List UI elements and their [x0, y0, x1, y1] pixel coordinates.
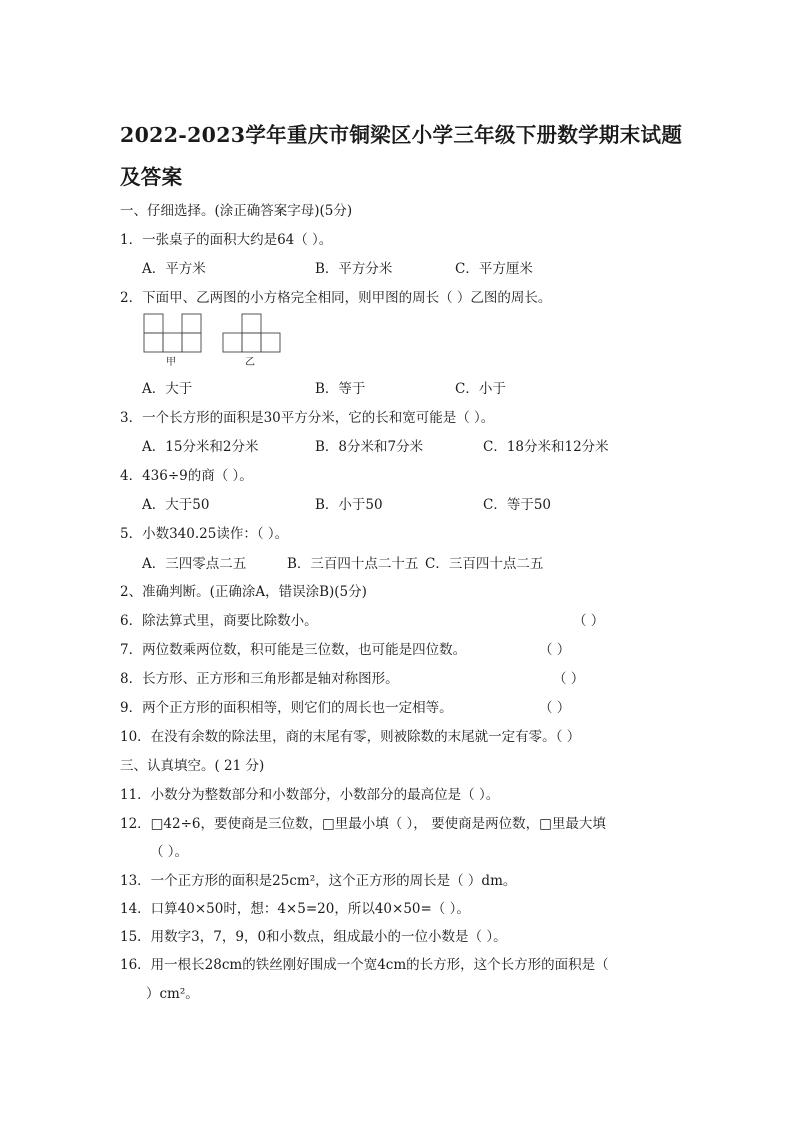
- question-10: 10．在没有余数的除法里，商的末尾有零，则被除数的末尾就一定有零。（ ）: [120, 729, 581, 745]
- figure-yi-label: 乙: [245, 357, 255, 368]
- section-heading-judge: 2、准确判断。(正确涂A，错误涂B)(5分): [120, 584, 367, 600]
- q5-option-b[interactable]: B．三百四十点二十五: [287, 556, 419, 572]
- q6-answer-blank[interactable]: （ ）: [573, 613, 605, 629]
- q2-option-b[interactable]: B．等于: [315, 381, 366, 397]
- figure-yi-grid: [223, 314, 280, 352]
- section-heading-fill: 三、认真填空。( 21 分): [120, 758, 265, 774]
- question-16: 16．用一根长28cm的铁丝刚好围成一个宽4cm的长方形，这个长方形的面积是（: [120, 957, 609, 973]
- q3-option-b[interactable]: B．8分米和7分米: [315, 439, 424, 455]
- q5-option-c[interactable]: C．三百四十点二五: [425, 556, 544, 572]
- q2-option-a[interactable]: A．大于: [142, 381, 193, 397]
- q1-option-b[interactable]: B．平方分米: [315, 261, 393, 277]
- q3-option-c[interactable]: C．18分米和12分米: [483, 439, 609, 455]
- question-9: 9．两个正方形的面积相等，则它们的周长也一定相等。: [120, 700, 453, 716]
- question-11: 11．小数分为整数部分和小数部分，小数部分的最高位是（ ）。: [120, 787, 500, 803]
- question-3: 3．一个长方形的面积是30平方分米，它的长和宽可能是（ ）。: [120, 410, 495, 426]
- figure-jia-label: 甲: [166, 357, 176, 368]
- question-13: 13．一个正方形的面积是25cm²，这个正方形的周长是（ ）dm。: [120, 873, 517, 889]
- question-1: 1．一张桌子的面积大约是64（ ）。: [120, 232, 333, 248]
- question-6: 6．除法算式里，商要比除数小。: [120, 613, 318, 629]
- q4-option-a[interactable]: A．大于50: [142, 497, 210, 513]
- q4-option-c[interactable]: C．等于50: [483, 497, 552, 513]
- q4-option-b[interactable]: B．小于50: [315, 497, 383, 513]
- q3-option-a[interactable]: A．15分米和2分米: [142, 439, 259, 455]
- perimeter-figure: [140, 311, 285, 367]
- section-heading-choice: 一、仔细选择。(涂正确答案字母)(5分): [120, 203, 353, 219]
- question-2: 2．下面甲、乙两图的小方格完全相同，则甲图的周长（ ）乙图的周长。: [120, 290, 552, 306]
- q8-answer-blank[interactable]: （ ）: [553, 671, 585, 687]
- question-8: 8．长方形、正方形和三角形都是轴对称图形。: [120, 671, 399, 687]
- q1-option-c[interactable]: C．平方厘米: [455, 261, 533, 277]
- question-15: 15．用数字3，7，9，0和小数点，组成最小的一位小数是（ ）。: [120, 929, 507, 945]
- question-16-continued: ）cm²。: [146, 986, 199, 1002]
- q5-option-a[interactable]: A．三四零点二五: [142, 556, 247, 572]
- page-title: 2022-2023学年重庆市铜梁区小学三年级下册数学期末试题: [120, 123, 683, 147]
- question-14: 14．口算40×50时，想：4×5=20，所以40×50=（ ）。: [120, 901, 470, 917]
- question-4: 4．436÷9的商（ ）。: [120, 468, 253, 484]
- question-5: 5．小数340.25读作：（ ）。: [120, 526, 289, 542]
- page-title-continued: 及答案: [120, 165, 183, 189]
- question-7: 7．两位数乘两位数，积可能是三位数，也可能是四位数。: [120, 642, 467, 658]
- question-12: 12．□42÷6，要使商是三位数，□里最小填（ ）， 要使商是两位数，□里最大填: [120, 816, 606, 832]
- q1-option-a[interactable]: A．平方米: [142, 261, 206, 277]
- figure-jia-grid: [144, 314, 201, 352]
- question-12-continued: （ ）。: [150, 844, 189, 860]
- q9-answer-blank[interactable]: （ ）: [539, 700, 571, 716]
- q7-answer-blank[interactable]: （ ）: [539, 642, 571, 658]
- q2-option-c[interactable]: C．小于: [455, 381, 506, 397]
